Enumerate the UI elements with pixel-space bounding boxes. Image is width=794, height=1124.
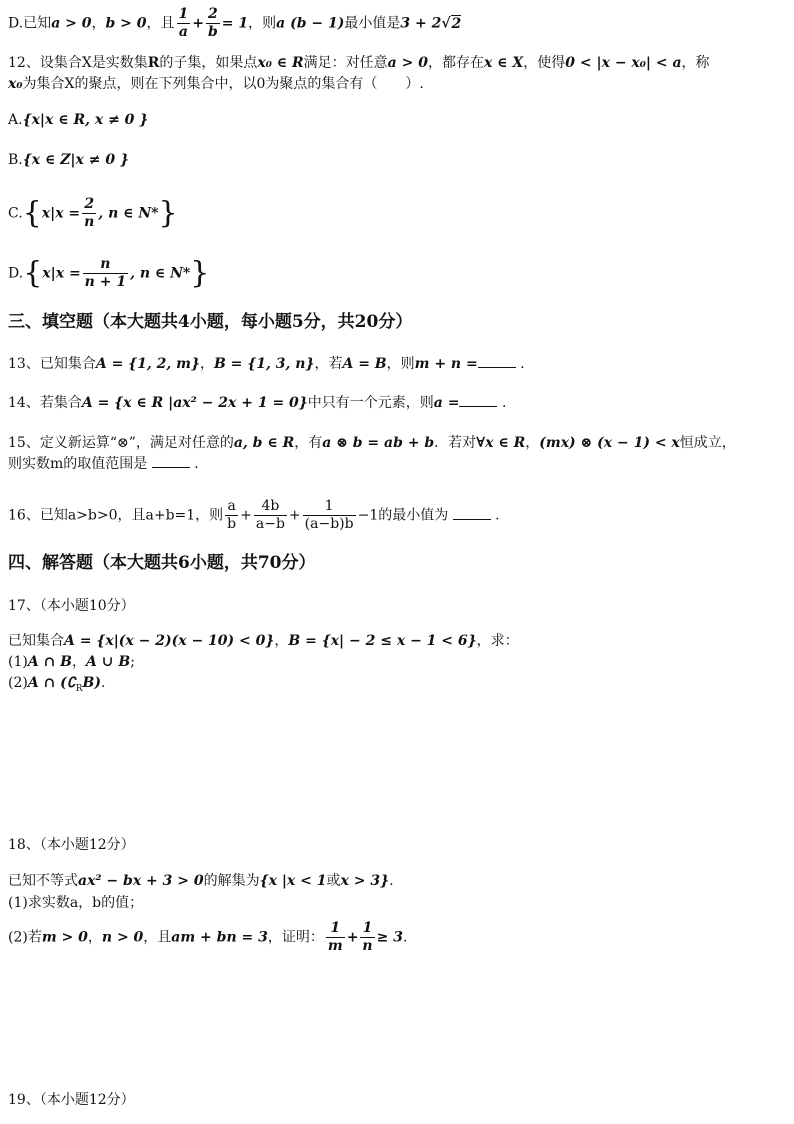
q18-frac2-den: n xyxy=(362,938,373,954)
q18-text-c: . xyxy=(389,873,394,889)
q13-text-a: 13、已知集合 xyxy=(8,356,96,372)
q15-text-c: ．若对 xyxy=(434,435,477,451)
q16-frac3 xyxy=(303,498,356,533)
q18-ineq: ax² − bx + 3 > 0 xyxy=(78,873,204,889)
q17-p1-intersect: A ∩ B xyxy=(27,654,73,670)
q13 xyxy=(8,354,525,374)
q17-p2-expr: A ∩ (∁ xyxy=(27,675,76,691)
option-c-rbrace: } xyxy=(158,195,178,231)
q18-plus: + xyxy=(346,929,359,946)
q16-frac2 xyxy=(254,498,287,533)
option-c-post: , n ∈ N* xyxy=(98,205,159,222)
q12-line2 xyxy=(8,74,424,94)
q17-text-b: ， xyxy=(274,633,289,649)
q11d-minis: 最小值是 xyxy=(344,15,401,32)
q14-set: A = {x ∈ R |ax² − 2x + 1 = 0} xyxy=(81,395,308,411)
q17-p1-sep: ， xyxy=(72,654,87,670)
q18-ge: ≥ 3 xyxy=(376,929,403,946)
q11d-and: ，且 xyxy=(146,15,175,32)
q12-option-a xyxy=(8,110,148,130)
q15-text-b: ，有 xyxy=(294,435,323,451)
q18-or: 或 xyxy=(326,873,341,889)
q17-set-a: A = {x|(x − 2)(x − 10) < 0} xyxy=(64,633,275,649)
q11d-frac2-den: b xyxy=(207,24,218,40)
option-c-label: C. xyxy=(8,205,23,222)
q17-head: 17、（本小题10分） xyxy=(8,598,135,614)
q11d-sep: ， xyxy=(91,15,106,32)
q12-line1 xyxy=(8,53,710,73)
q12-text-g: 为集合X的聚点，则在下列集合中，以0为聚点的集合有（ ）. xyxy=(22,76,424,92)
q12-text-c: 满足：对任意 xyxy=(303,55,388,71)
q19-head: 19、（本小题12分） xyxy=(8,1092,135,1108)
q16-frac3-den: (a−b)b xyxy=(304,516,354,532)
q12-text-f: ，称 xyxy=(681,55,710,71)
q11d-eq: = 1 xyxy=(221,15,249,32)
q17-set-b: B = {x| − 2 ≤ x − 1 < 6} xyxy=(288,633,477,649)
q18-line1 xyxy=(8,871,394,891)
option-a-label: A. xyxy=(8,112,23,128)
q16-blank[interactable] xyxy=(453,507,491,520)
option-c-lbrace: { xyxy=(22,195,42,231)
q13-text-c: ，若 xyxy=(314,356,343,372)
q11d-cond2: b > 0 xyxy=(105,15,147,32)
q12-a0: a > 0 xyxy=(387,55,428,71)
q12-x0: x₀ ∈ R xyxy=(257,55,304,71)
q18-p2-label: (2)若 xyxy=(8,929,42,946)
q11d-frac1-num: 1 xyxy=(178,6,189,22)
option-c-den: n xyxy=(84,214,95,230)
q15-line1 xyxy=(8,433,736,453)
q14-text-a: 14、若集合 xyxy=(8,395,82,411)
q13-mn: m + n = xyxy=(414,356,478,372)
q15-ab: a, b ∈ R xyxy=(233,435,295,451)
q18-s1: ， xyxy=(87,929,102,946)
q18-cond: am + bn = 3 xyxy=(171,929,268,946)
q12-xX: x ∈ X xyxy=(483,55,524,71)
q17-text-c: ，求： xyxy=(476,633,519,649)
q17-p2-label: (2) xyxy=(8,675,28,691)
q15-text-a: 15、定义新运算“⊗”，满足对任意的 xyxy=(8,435,234,451)
q16-frac3-num: 1 xyxy=(303,498,356,516)
section-3-heading: 三、填空题（本大题共4小题，每小题5分，共20分） xyxy=(8,312,413,332)
q16-plus1: + xyxy=(240,507,252,524)
q18-text-b: 的解集为 xyxy=(203,873,260,889)
q18-part1: (1)求实数a，b的值； xyxy=(8,895,144,911)
option-d-num: n xyxy=(83,256,128,274)
q12-text-e: ，使得 xyxy=(523,55,566,71)
q13-set-a: A = {1, 2, m} xyxy=(95,356,200,372)
option-a-body: {x|x ∈ R, x ≠ 0 } xyxy=(22,112,149,128)
option-d-lbrace: { xyxy=(23,255,43,291)
q18-set1: {x |x < 1 xyxy=(259,873,327,889)
q11d-root: 2 xyxy=(451,15,462,32)
q12-option-c xyxy=(8,196,178,231)
q11d-frac1-den: a xyxy=(178,24,188,40)
option-b-label: B. xyxy=(8,152,23,168)
q16-frac2-den: a−b xyxy=(255,516,285,532)
q18-n0: n > 0 xyxy=(101,929,144,946)
q14-blank[interactable] xyxy=(459,394,497,407)
option-d-pre: x|x = xyxy=(42,265,81,282)
q17-p1-union: A ∪ B xyxy=(86,654,131,670)
q17-p2-sub: R xyxy=(75,683,83,694)
q18-head: 18、（本小题12分） xyxy=(8,837,135,853)
q15-text-d: ， xyxy=(525,435,540,451)
q12-option-b xyxy=(8,150,129,170)
q16-frac2-num: 4b xyxy=(254,498,287,516)
q15-cond: (mx) ⊗ (x − 1) < x xyxy=(539,435,680,451)
q16 xyxy=(8,498,500,533)
q11d-frac1 xyxy=(177,6,191,41)
option-d-label: D. xyxy=(8,265,24,282)
q11d-answer: 3 + 2 xyxy=(400,15,442,32)
q15-text-f: 则实数m的取值范围是 xyxy=(8,456,148,472)
q17-part1 xyxy=(8,652,135,672)
q18-frac1 xyxy=(326,920,345,955)
option-c-frac xyxy=(82,196,96,231)
q18-frac1-den: m xyxy=(327,938,343,954)
q15-line2 xyxy=(8,454,199,474)
q12-text-a: 12、设集合X是实数集 xyxy=(8,55,148,71)
q18-s2: ，且 xyxy=(143,929,172,946)
q14-text-b: 中只有一个元素，则 xyxy=(307,395,434,411)
q18-frac2 xyxy=(360,920,374,955)
q18-frac1-num: 1 xyxy=(326,920,345,938)
q12-x0b: x₀ xyxy=(8,76,23,92)
option-c-pre: x|x = xyxy=(41,205,81,222)
q11d-cond1: a > 0 xyxy=(51,15,92,32)
q13-text-d: ，则 xyxy=(386,356,415,372)
option-d-frac xyxy=(83,256,128,291)
q16-text-b: −1的最小值为 xyxy=(357,507,449,524)
q17-part2 xyxy=(8,673,105,699)
q14-text-c: . xyxy=(501,395,507,411)
q18-s3: ，证明： xyxy=(267,929,324,946)
q18-part2 xyxy=(8,920,407,955)
q16-frac1-num: a xyxy=(225,498,238,516)
q15-def: a ⊗ b = ab + b xyxy=(322,435,435,451)
q15-text-g: . xyxy=(194,456,199,472)
q18-m0: m > 0 xyxy=(41,929,88,946)
q16-frac1 xyxy=(225,498,238,533)
option-d-den: n + 1 xyxy=(84,274,127,290)
q12-option-d xyxy=(8,256,209,291)
q15-text-e: 恒成立， xyxy=(679,435,736,451)
q15-blank[interactable] xyxy=(152,455,190,468)
q15-forall: ∀x ∈ R xyxy=(476,435,526,451)
q18-set2: x > 3} xyxy=(340,873,390,889)
q11d-plus: + xyxy=(192,15,204,32)
option-b-body: {x ∈ Z|x ≠ 0 } xyxy=(22,152,129,168)
q13-eq: A = B xyxy=(342,356,387,372)
q17-p2-end: . xyxy=(100,675,106,691)
q16-text-a: 16、已知a>b>0，且a+b=1，则 xyxy=(8,507,224,524)
q11d-frac2 xyxy=(206,6,220,41)
option-d-post: , n ∈ N* xyxy=(130,265,191,282)
q13-set-b: B = {1, 3, n} xyxy=(213,356,315,372)
q18-s4: . xyxy=(402,929,408,946)
q13-text-e: . xyxy=(520,356,525,372)
q11d-sqrt: √2 xyxy=(441,15,462,32)
q11-option-d xyxy=(8,6,461,41)
q11d-label: D.已知 xyxy=(8,15,52,32)
q14-a: a = xyxy=(433,395,460,411)
section-4-heading: 四、解答题（本大题共6小题，共70分） xyxy=(8,553,316,573)
q16-text-c: . xyxy=(495,507,500,524)
q17-p1-end: ; xyxy=(130,654,135,670)
q16-frac1-den: b xyxy=(227,516,237,532)
option-c-num: 2 xyxy=(82,196,96,214)
q12-text-b: 的子集，如果点 xyxy=(159,55,258,71)
q13-blank[interactable] xyxy=(478,355,516,368)
q12-R: R xyxy=(147,55,160,71)
q17-line1 xyxy=(8,631,519,651)
q17-p2-b: B) xyxy=(82,675,101,691)
q13-text-b: ， xyxy=(199,356,214,372)
q17-p1-label: (1) xyxy=(8,654,28,670)
q17-text-a: 已知集合 xyxy=(8,633,64,649)
q16-plus2: + xyxy=(288,507,301,524)
q18-frac2-num: 1 xyxy=(360,920,374,938)
q18-text-a: 已知不等式 xyxy=(8,873,78,889)
q14 xyxy=(8,393,506,413)
q12-text-d: ，都存在 xyxy=(427,55,484,71)
q11d-expr: a (b − 1) xyxy=(276,15,345,32)
option-d-rbrace: } xyxy=(190,255,210,291)
q11d-frac2-num: 2 xyxy=(206,6,220,24)
q12-ineq: 0 < |x − x₀| < a xyxy=(565,55,682,71)
q11d-then: ，则 xyxy=(248,15,277,32)
